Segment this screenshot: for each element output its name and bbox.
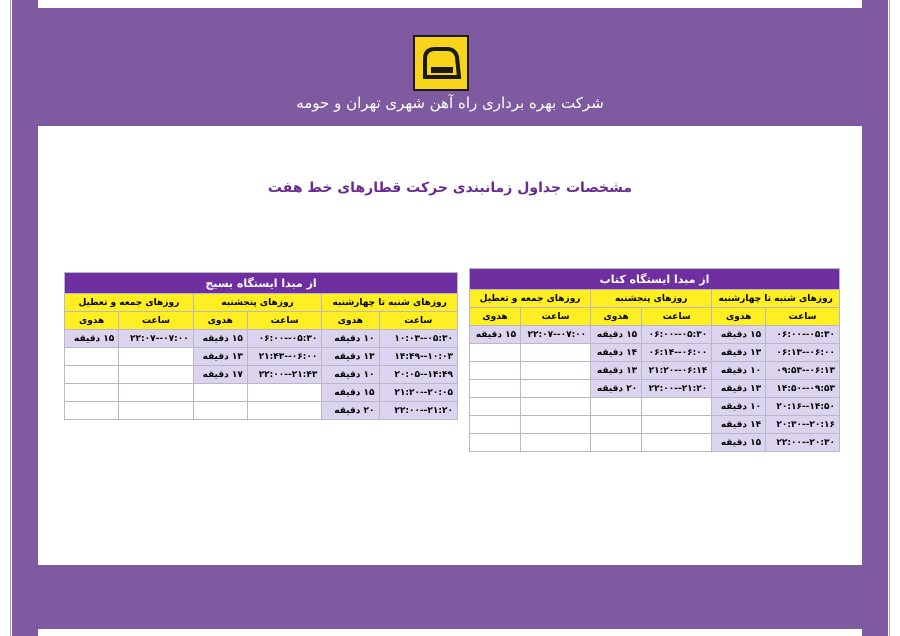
headway-cell — [470, 416, 521, 434]
time-range-cell: ۰۵:۳۰--۰۶:۰۰ — [642, 326, 712, 344]
time-range-cell — [247, 384, 321, 402]
time-range-cell: ۱۰:۰۳--۱۴:۴۹ — [379, 348, 457, 366]
headway-cell: ۱۰ دقیقه — [322, 330, 379, 348]
headway-cell: ۱۵ دقیقه — [193, 330, 247, 348]
time-column-header: ساعت — [247, 312, 321, 330]
headway-cell: ۱۵ دقیقه — [591, 326, 642, 344]
time-range-cell — [119, 366, 193, 384]
time-column-header: ساعت — [379, 312, 457, 330]
table-row — [470, 434, 840, 452]
time-range-cell: ۲۱:۲۰--۲۲:۰۰ — [642, 380, 712, 398]
headway-cell — [591, 416, 642, 434]
document-title: مشخصات جداول زمانبندی حرکت قطارهای خط هفت — [267, 180, 633, 196]
headway-cell: ۱۳ دقیقه — [712, 380, 766, 398]
table-row — [470, 380, 840, 398]
group-header-row — [470, 290, 840, 308]
headway-cell: ۱۴ دقیقه — [591, 344, 642, 362]
time-range-cell — [642, 398, 712, 416]
headway-cell — [65, 384, 119, 402]
headway-cell: ۱۰ دقیقه — [712, 362, 766, 380]
time-range-cell: ۲۰:۰۵--۲۱:۲۰ — [379, 384, 457, 402]
time-range-cell: ۱۴:۴۹--۲۰:۰۵ — [379, 366, 457, 384]
table-row — [470, 362, 840, 380]
timetable-ketab — [469, 268, 840, 452]
headway-cell: ۱۴ دقیقه — [712, 416, 766, 434]
day-group-header: روزهای جمعه و تعطیل — [65, 294, 194, 312]
headway-cell — [591, 398, 642, 416]
time-range-cell — [521, 344, 591, 362]
headway-cell: ۱۵ دقیقه — [712, 434, 766, 452]
time-range-cell: ۰۵:۳۰--۰۶:۰۰ — [766, 326, 840, 344]
table-row — [65, 330, 458, 348]
time-range-cell — [521, 416, 591, 434]
headway-cell: ۱۵ دقیقه — [470, 326, 521, 344]
time-column-header: ساعت — [521, 308, 591, 326]
day-group-header: روزهای پنجشنبه — [193, 294, 322, 312]
time-range-cell — [521, 380, 591, 398]
day-group-header: روزهای پنجشنبه — [591, 290, 712, 308]
time-range-cell — [521, 362, 591, 380]
column-header-row — [470, 308, 840, 326]
headway-cell: ۱۵ دقیقه — [65, 330, 119, 348]
time-column-header: ساعت — [119, 312, 193, 330]
table-row — [65, 366, 458, 384]
time-range-cell — [521, 434, 591, 452]
headway-cell — [65, 366, 119, 384]
footer-band — [12, 565, 888, 629]
time-range-cell: ۲۰:۳۰--۲۲:۰۰ — [766, 434, 840, 452]
headway-cell: ۱۳ دقیقه — [591, 362, 642, 380]
headway-cell: ۱۰ دقیقه — [322, 366, 379, 384]
table-row — [470, 326, 840, 344]
headway-column-header: هدوی — [712, 308, 766, 326]
headway-cell — [470, 362, 521, 380]
headway-cell: ۱۳ دقیقه — [193, 348, 247, 366]
time-range-cell — [247, 402, 321, 420]
table-row — [470, 398, 840, 416]
time-range-cell: ۰۶:۰۰--۰۶:۱۳ — [766, 344, 840, 362]
table-title-row — [470, 269, 840, 290]
time-range-cell: ۰۶:۱۴--۲۱:۲۰ — [642, 362, 712, 380]
headway-cell: ۱۵ دقیقه — [712, 326, 766, 344]
metro-logo-icon — [413, 35, 469, 91]
time-range-cell: ۰۵:۳۰--۰۶:۰۰ — [247, 330, 321, 348]
headway-cell — [470, 380, 521, 398]
time-range-cell: ۲۱:۲۰--۲۲:۰۰ — [379, 402, 457, 420]
headway-column-header: هدوی — [591, 308, 642, 326]
headway-cell: ۱۷ دقیقه — [193, 366, 247, 384]
headway-cell: ۱۳ دقیقه — [712, 344, 766, 362]
day-group-header: روزهای جمعه و تعطیل — [470, 290, 591, 308]
company-name: شرکت بهره برداری راه آهن شهری تهران و حومه — [296, 94, 604, 112]
day-group-header: روزهای شنبه تا چهارشنبه — [322, 294, 458, 312]
table-row — [65, 402, 458, 420]
headway-cell: ۱۳ دقیقه — [322, 348, 379, 366]
group-header-row — [65, 294, 458, 312]
column-header-row — [65, 312, 458, 330]
table-row — [470, 344, 840, 362]
headway-column-header: هدوی — [193, 312, 247, 330]
table-row — [65, 384, 458, 402]
headway-cell — [470, 398, 521, 416]
time-range-cell: ۰۶:۰۰--۲۱:۴۳ — [247, 348, 321, 366]
headway-cell: ۱۰ دقیقه — [712, 398, 766, 416]
time-range-cell — [119, 402, 193, 420]
headway-column-header: هدوی — [470, 308, 521, 326]
headway-cell — [193, 402, 247, 420]
time-range-cell — [119, 384, 193, 402]
time-range-cell: ۰۶:۰۰--۰۶:۱۴ — [642, 344, 712, 362]
table-title: از مبدا ایستگاه بسیج — [65, 273, 458, 294]
table-row — [65, 348, 458, 366]
headway-column-header: هدوی — [65, 312, 119, 330]
headway-cell: ۲۰ دقیقه — [322, 402, 379, 420]
day-group-header: روزهای شنبه تا چهارشنبه — [712, 290, 840, 308]
time-range-cell: ۲۰:۱۶--۲۰:۳۰ — [766, 416, 840, 434]
table-title: از مبدا ایستگاه کتاب — [470, 269, 840, 290]
headway-cell — [591, 434, 642, 452]
time-range-cell — [119, 348, 193, 366]
headway-cell — [470, 434, 521, 452]
time-range-cell — [642, 416, 712, 434]
time-column-header: ساعت — [642, 308, 712, 326]
time-range-cell — [521, 398, 591, 416]
time-range-cell — [642, 434, 712, 452]
headway-cell — [193, 384, 247, 402]
time-range-cell: ۰۶:۱۳--۰۹:۵۳ — [766, 362, 840, 380]
time-range-cell: ۲۱:۴۳--۲۲:۰۰ — [247, 366, 321, 384]
headway-cell — [65, 402, 119, 420]
time-range-cell: ۰۵:۳۰--۱۰:۰۳ — [379, 330, 457, 348]
time-range-cell: ۰۹:۵۳--۱۴:۵۰ — [766, 380, 840, 398]
time-column-header: ساعت — [766, 308, 840, 326]
table-row — [470, 416, 840, 434]
headway-cell — [65, 348, 119, 366]
table-title-row — [65, 273, 458, 294]
time-range-cell: ۱۴:۵۰--۲۰:۱۶ — [766, 398, 840, 416]
headway-cell — [470, 344, 521, 362]
time-range-cell: ۰۷:۰۰--۲۲:۰۷ — [521, 326, 591, 344]
timetable-basij — [64, 272, 458, 420]
time-range-cell: ۰۷:۰۰--۲۲:۰۷ — [119, 330, 193, 348]
headway-cell: ۲۰ دقیقه — [591, 380, 642, 398]
headway-column-header: هدوی — [322, 312, 379, 330]
headway-cell: ۱۵ دقیقه — [322, 384, 379, 402]
